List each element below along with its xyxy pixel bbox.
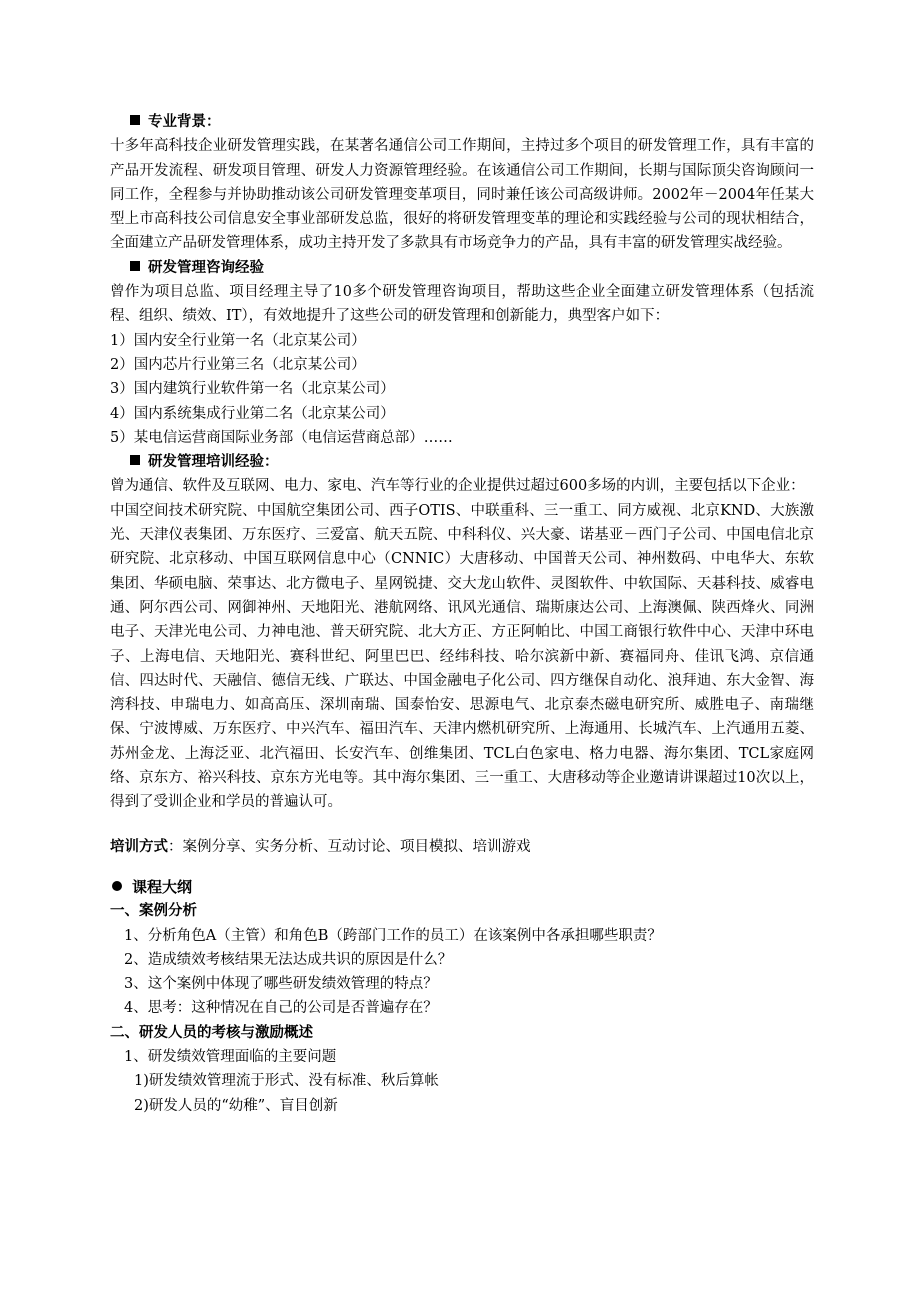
circle-bullet-icon <box>112 881 122 891</box>
square-bullet-icon <box>130 261 140 271</box>
client-item: 1）国内安全行业第一名（北京某公司） <box>110 332 366 349</box>
client-item: 5）某电信运营商国际业务部（电信运营商总部）…… <box>110 429 453 446</box>
square-bullet-icon <box>130 115 140 125</box>
outline-heading: 课程大纲 <box>110 875 814 899</box>
square-bullet-icon <box>130 455 140 465</box>
client-item: 4）国内系统集成行业第二名（北京某公司） <box>110 405 395 422</box>
outline-point: 1)研发绩效管理流于形式、没有标准、秋后算帐 <box>134 1073 439 1090</box>
spacer <box>110 859 814 875</box>
spacer <box>110 815 814 835</box>
background-paragraph: 十多年高科技企业研发管理实践，在某著名通信公司工作期间，主持过多个项目的研发管理工作，具有丰富的产品开发流程、研发项目管理、研发人力资源管理经验。在该通信公司工作期间，长期与国际顶尖咨询顾问一同工作，全程参与并协助推动该公司研发管理变革项目，同时兼任该公司高级讲师。2002年－2004年任某大型上市高科技公司信息安全事业部研发总监，很好的将研发管理变革的理论和实践经验与公司的现状相结合，全面建立产品研发管理体系，成功主持开发了多款具有市场竞争力的产品，具有丰富的研发管理实战经验。 <box>110 138 814 252</box>
training-paragraph: 曾为通信、软件及互联网、电力、家电、汽车等行业的企业提供过超过600多场的内训，主要包括以下企业： <box>110 478 805 495</box>
section2-subheading: 1、研发绩效管理面临的主要问题 <box>124 1048 337 1065</box>
client-item: 2）国内芯片行业第三名（北京某公司） <box>110 356 366 373</box>
client-item: 3）国内建筑行业软件第一名（北京某公司） <box>110 381 395 398</box>
consulting-heading: 研发管理咨询经验 <box>110 256 814 280</box>
training-method-label: 培训方式 <box>110 837 168 855</box>
outline-item: 3、这个案例中体现了哪些研发绩效管理的特点？ <box>124 976 438 993</box>
outline-item: 2、造成绩效考核结果无法达成共识的原因是什么？ <box>124 951 453 968</box>
outline-item: 4、思考：这种情况在自己的公司是否普遍存在？ <box>124 1000 438 1017</box>
consulting-paragraph: 曾作为项目总监、项目经理主导了10多个研发管理咨询项目，帮助这些企业全面建立研发管理体系（包括流程、组织、绩效、IT），有效地提升了这些公司的研发管理和创新能力，典型客户如下： <box>110 284 814 325</box>
training-companies: 中国空间技术研究院、中国航空集团公司、西子OTIS、中联重科、三一重工、同方威视、北京KND、大族激光、天津仪表集团、万东医疗、三爱富、航天五院、中科科仪、兴大豪、诺基亚－西门子公司、中国电信北京研究院、北京移动、中国互联网信息中心（CNNIC）大唐移动、中国普天公司、神州数码、中电华大、东软集团、华硕电脑、荣事达、北方微电子、星网锐捷、交大龙山软件、灵图软件、中软国际、天碁科技、威睿电通、阿尔西公司、网御神州、天地阳光、港航网络、讯风光通信、瑞斯康达公司、上海澳佩、陕西烽火、同洲电子、天津光电公司、力神电池、普天研究院、北大方正、方正阿帕比、中国工商银行软件中心、天津中环电子、上海电信、天地阳光、赛科世纪、阿里巴巴、经纬科技、哈尔滨新中新、赛福同舟、佳讯飞鸿、京信通信、四达时代、天融信、德信无线、广联达、中国金融电子化公司、四方继保自动化、浪拜迪、东大金智、海湾科技、申瑞电力、如高高压、深圳南瑞、国泰怡安、思源电气、北京泰杰磁电研究所、威胜电子、南瑞继保、宁波博威、万东医疗、中兴汽车、福田汽车、天津内燃机研究所、上海通用、长城汽车、上汽通用五菱、苏州金龙、上海泛亚、北汽福田、长安汽车、创维集团、TCL白色家电、格力电器、海尔集团、TCL家庭网络、京东方、裕兴科技、京东方光电等。其中海尔集团、三一重工、大唐移动等企业邀请讲课超过10次以上，得到了受训企业和学员的普遍认可。 <box>110 502 814 811</box>
training-method-text: ：案例分享、实务分析、互动讨论、项目模拟、培训游戏 <box>168 838 531 855</box>
section2-title: 二、研发人员的考核与激励概述 <box>110 1023 313 1041</box>
outline-item: 1、分析角色A（主管）和角色B（跨部门工作的员工）在该案例中各承担哪些职责？ <box>124 927 662 944</box>
training-heading: 研发管理培训经验： <box>110 450 814 474</box>
background-heading: 专业背景： <box>110 110 814 134</box>
outline-point: 2)研发人员的“幼稚”、盲目创新 <box>134 1097 338 1114</box>
section1-title: 一、案例分析 <box>110 902 197 920</box>
document-page <box>110 110 814 1118</box>
training-method <box>110 835 814 859</box>
